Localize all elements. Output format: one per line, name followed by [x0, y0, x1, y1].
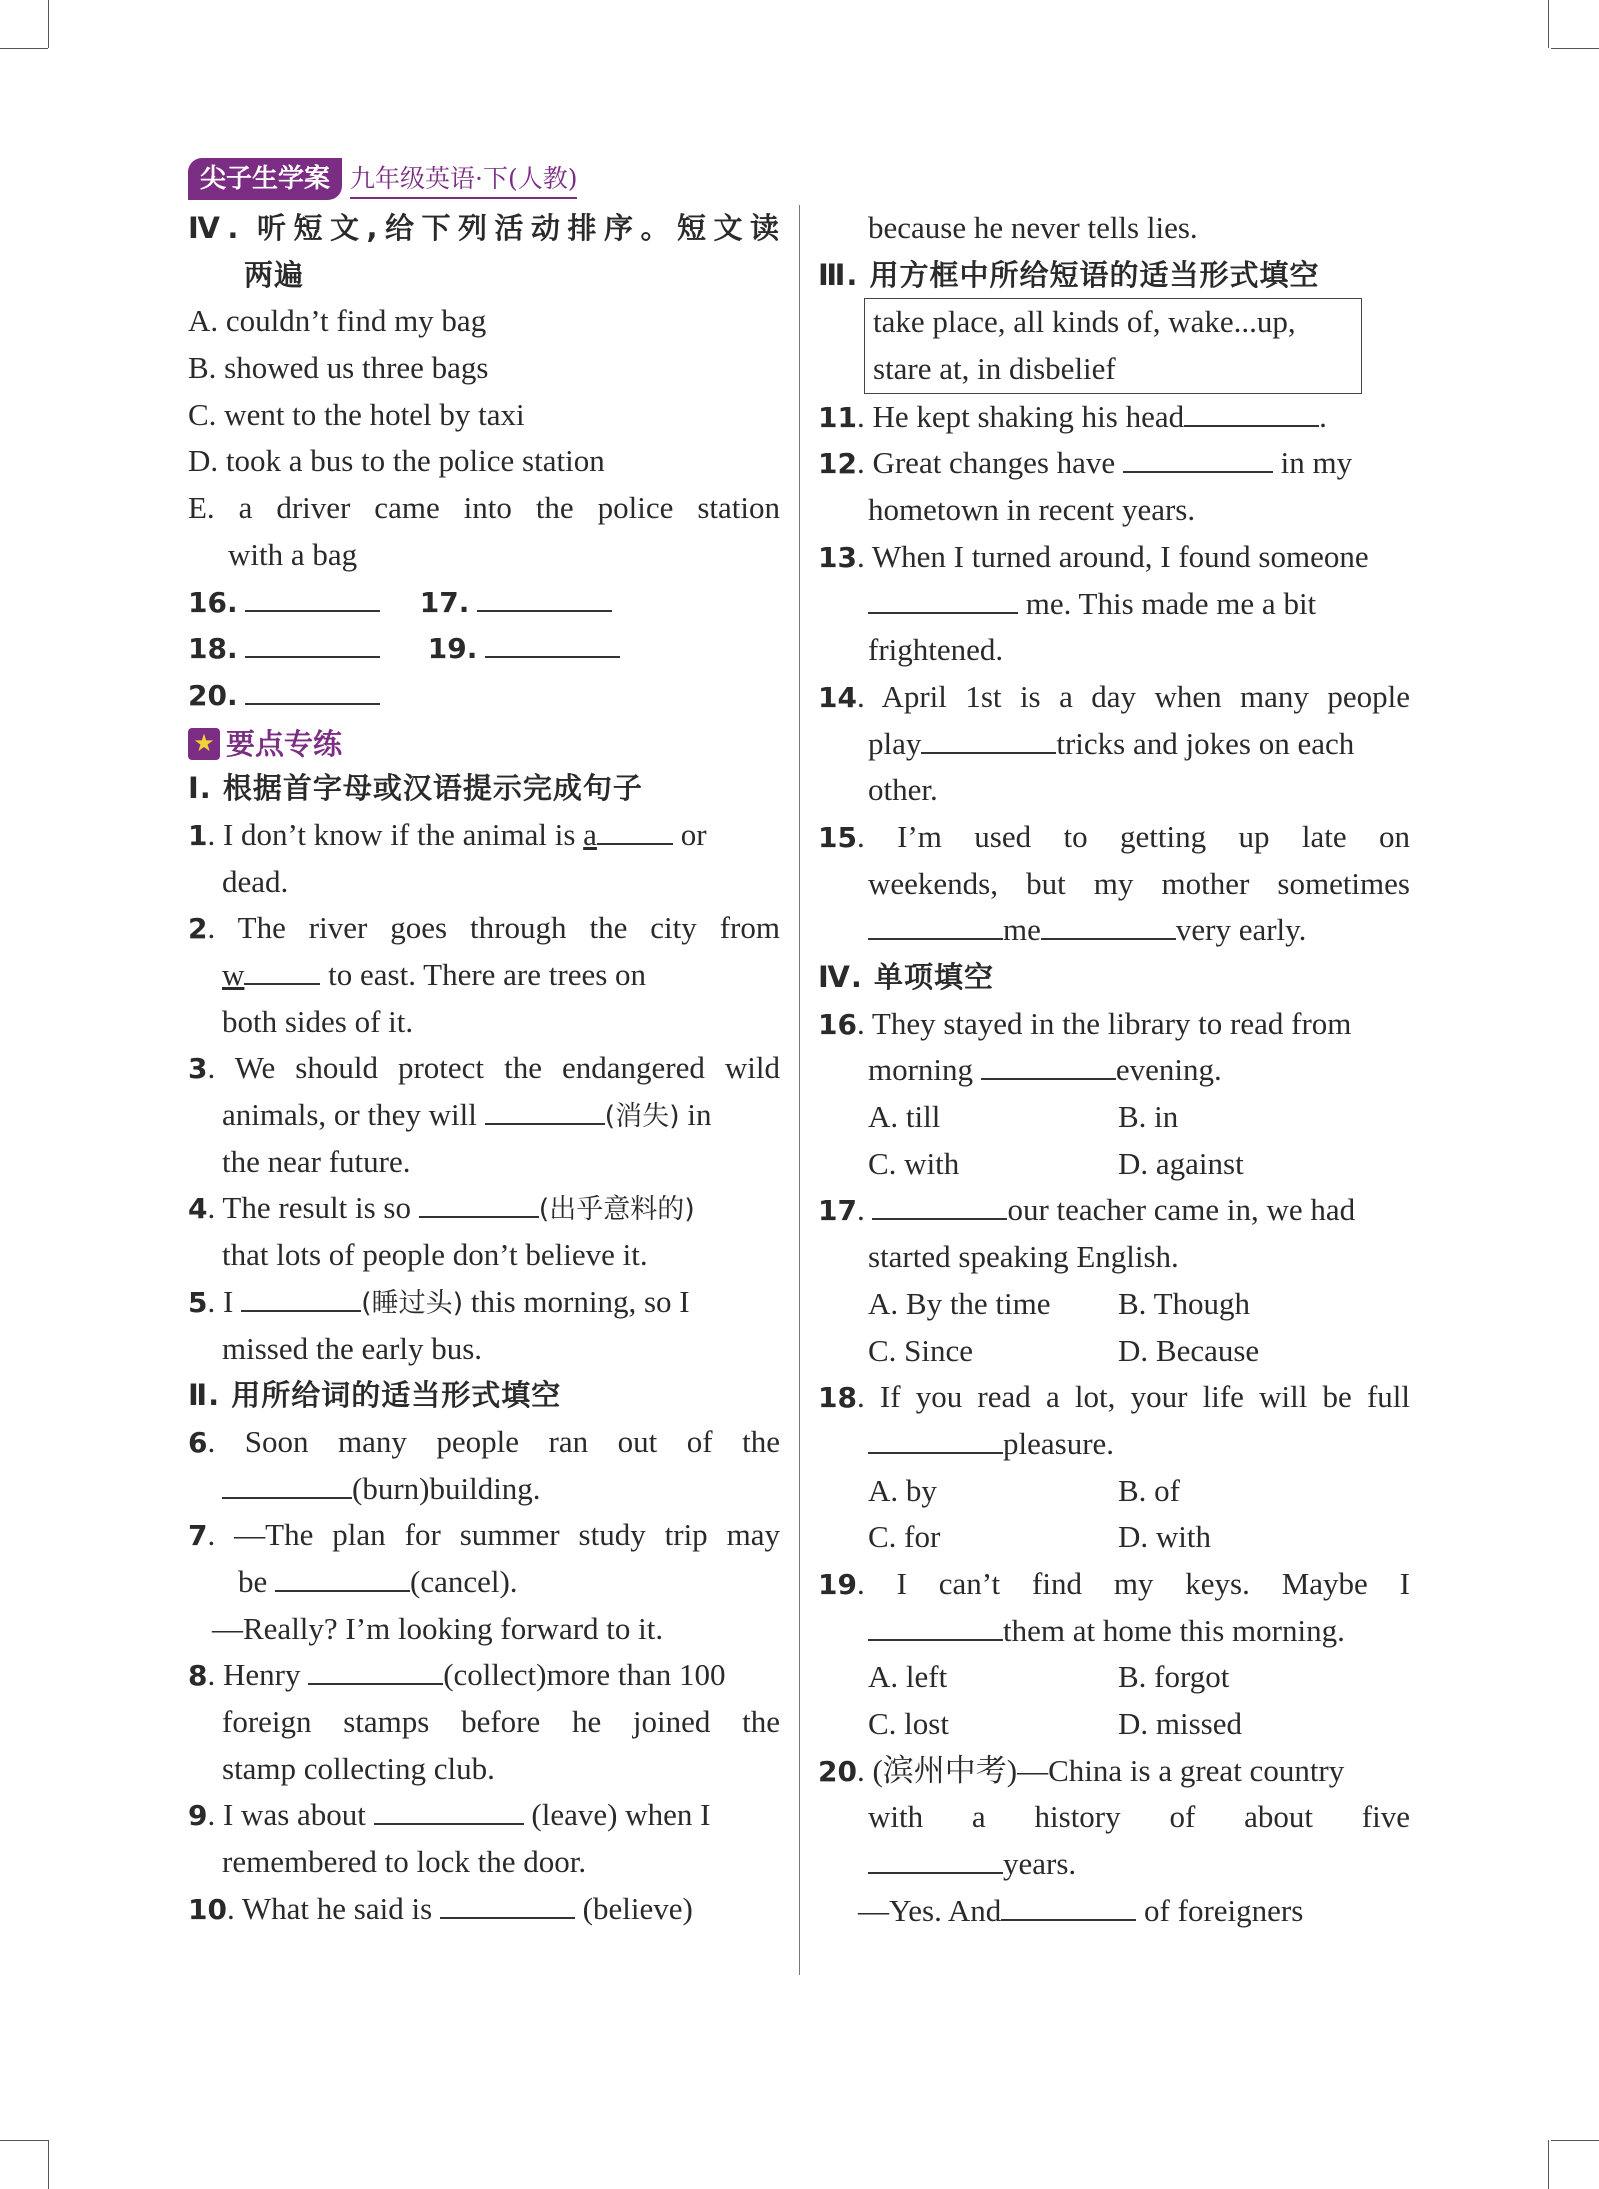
- question-text: .: [1319, 398, 1327, 434]
- column-divider: [799, 205, 800, 1975]
- question-text: . I don’t know if the animal is: [207, 816, 584, 852]
- question-text: . I can’t find my keys. Maybe I: [856, 1565, 1410, 1601]
- section-title: Ⅱ. 用所给词的适当形式填空: [188, 1378, 562, 1413]
- question-text: animals, or they will: [222, 1097, 485, 1133]
- crop-mark: [48, 0, 49, 48]
- question-text: . I’m used to getting up late on: [856, 818, 1410, 854]
- question-20-reply: [818, 1888, 1410, 1935]
- question-text: in: [679, 1097, 712, 1133]
- page-header: [188, 158, 577, 200]
- answer-blank[interactable]: [244, 953, 320, 985]
- answer-label: 18.: [188, 632, 238, 666]
- question-text: of foreigners: [1136, 1892, 1304, 1928]
- question-9: [188, 1792, 780, 1839]
- question-text: remembered to lock the door.: [222, 1844, 587, 1880]
- options-row: [818, 1468, 1410, 1515]
- question-number: 3: [188, 1052, 208, 1086]
- question-text: missed the early bus.: [222, 1330, 483, 1366]
- question-text: . Soon many people ran out of the: [207, 1423, 780, 1459]
- question-text: hometown in recent years.: [868, 492, 1196, 528]
- phrase-box: [864, 298, 1362, 393]
- question-text: with a history of about five: [868, 1799, 1410, 1835]
- option[interactable]: C. with: [868, 1145, 960, 1181]
- question-text: tricks and jokes on each: [1056, 725, 1355, 761]
- question-number: 11: [818, 400, 857, 434]
- question-13-cont: [818, 581, 1410, 628]
- question-7: [188, 1512, 780, 1559]
- left-column: [188, 205, 780, 1932]
- question-text: started speaking English.: [868, 1239, 1179, 1275]
- section-title-cont: 两遍: [244, 257, 305, 292]
- question-number: 15: [818, 820, 857, 854]
- question-text: in my: [1272, 445, 1353, 481]
- question-text: . (滨州中考)—China is a great country: [856, 1752, 1345, 1788]
- question-number: 2: [188, 912, 208, 946]
- option[interactable]: B. in: [1118, 1099, 1179, 1135]
- question-text: . I: [207, 1283, 242, 1319]
- question-text: pleasure.: [1003, 1425, 1115, 1461]
- question-number: 4: [188, 1192, 208, 1226]
- answer-blank[interactable]: [868, 582, 1018, 614]
- answer-blank[interactable]: [440, 1887, 575, 1919]
- question-text: be: [238, 1563, 276, 1599]
- question-text: . They stayed in the library to read from: [856, 1005, 1352, 1041]
- answer-row: [188, 625, 780, 672]
- phrase-box-line: stare at, in disbelief: [873, 351, 1116, 387]
- answer-blank[interactable]: [241, 1280, 361, 1312]
- question-text: or: [672, 816, 707, 852]
- answer-blank[interactable]: [477, 580, 612, 612]
- keypoints-label: 要点专练: [226, 727, 343, 762]
- answer-blank[interactable]: [1001, 1889, 1136, 1921]
- question-16: [818, 1001, 1410, 1048]
- option[interactable]: B. forgot: [1118, 1659, 1230, 1695]
- list-item: E. a driver came into the police station: [188, 490, 780, 526]
- question-13: [818, 534, 1410, 581]
- answer-blank[interactable]: [222, 1467, 352, 1499]
- question-number: 9: [188, 1799, 208, 1833]
- section-title: Ⅰ. 根据首字母或汉语提示完成句子: [188, 771, 643, 806]
- question-text: . April 1st is a day when many people: [856, 678, 1410, 714]
- question-text: (leave) when I: [523, 1797, 711, 1833]
- book-subtitle: 九年级英语·下(人教): [350, 159, 577, 199]
- section-title: Ⅳ. 听短文,给下列活动排序。短文读: [188, 211, 780, 245]
- section-title: Ⅳ. 单项填空: [818, 960, 994, 994]
- question-16-cont: [818, 1047, 1410, 1094]
- option[interactable]: D. against: [1118, 1145, 1244, 1181]
- question-text: them at home this morning.: [1003, 1612, 1345, 1648]
- question-15: [818, 814, 1410, 861]
- question-2-cont: [188, 952, 780, 999]
- question-text: dead.: [222, 863, 289, 899]
- list-item-cont: with a bag: [228, 536, 358, 572]
- question-text: to east. There are trees on: [320, 957, 647, 992]
- question-number: 16: [818, 1007, 857, 1041]
- question-17: [818, 1187, 1410, 1234]
- answer-label: 20.: [188, 678, 238, 712]
- right-column: [818, 205, 1410, 1934]
- question-number: 6: [188, 1425, 208, 1459]
- chinese-hint: (出乎意料的): [538, 1194, 695, 1226]
- question-19: [818, 1561, 1410, 1608]
- crop-mark: [1551, 48, 1599, 49]
- answer-blank[interactable]: [868, 1422, 1003, 1454]
- crop-mark: [1551, 2140, 1599, 2141]
- answer-blank[interactable]: [1184, 395, 1319, 427]
- options-row: [818, 1094, 1410, 1141]
- question-text: . Henry: [207, 1657, 309, 1693]
- question-text: very early.: [1175, 912, 1307, 948]
- crop-mark: [1548, 0, 1549, 48]
- question-text: the near future.: [222, 1143, 411, 1179]
- question-text: (burn)building.: [352, 1470, 541, 1506]
- question-text: weekends, but my mother sometimes: [868, 865, 1410, 901]
- question-text: . He kept shaking his head: [856, 398, 1185, 434]
- question-text: . We should protect the endangered wild: [207, 1050, 780, 1086]
- question-number: 14: [818, 680, 857, 714]
- question-number: 17: [818, 1194, 857, 1228]
- brand-label: 尖子生学案: [188, 158, 342, 200]
- list-item: D. took a bus to the police station: [188, 443, 605, 479]
- hint-letter: a: [583, 816, 597, 852]
- question-text: (cancel).: [410, 1563, 518, 1599]
- question-text: —Really? I’m looking forward to it.: [212, 1610, 664, 1646]
- question-text: . If you read a lot, your life will be full: [856, 1379, 1410, 1415]
- question-text: . Great changes have: [856, 445, 1123, 481]
- answer-blank[interactable]: [485, 626, 620, 658]
- question-text: other.: [868, 772, 938, 808]
- question-text: . —The plan for summer study trip may: [207, 1517, 780, 1553]
- question-8: [188, 1652, 780, 1699]
- answer-blank[interactable]: [921, 722, 1056, 754]
- hint-letter: w: [222, 957, 245, 992]
- question-3: [188, 1045, 780, 1092]
- answer-blank[interactable]: [308, 1653, 443, 1685]
- question-14: [818, 674, 1410, 721]
- question-text: .: [856, 1192, 873, 1228]
- question-text: me. This made me a bit: [1018, 585, 1317, 621]
- question-text: . I was about: [207, 1797, 374, 1833]
- option[interactable]: C. Since: [868, 1332, 974, 1368]
- options-row: [818, 1654, 1410, 1701]
- options-row: [818, 1281, 1410, 1328]
- question-1: [188, 812, 780, 859]
- question-14-cont: [818, 721, 1410, 768]
- crop-mark: [1548, 2140, 1549, 2189]
- question-text: this morning, so I: [463, 1283, 690, 1319]
- question-11: [818, 394, 1410, 441]
- question-text: because he never tells lies.: [868, 210, 1198, 245]
- question-text: . When I turned around, I found someone: [856, 538, 1369, 574]
- question-text: both sides of it.: [222, 1003, 414, 1039]
- question-text: years.: [1003, 1846, 1077, 1882]
- options-row: [818, 1514, 1410, 1561]
- options-row: [818, 1701, 1410, 1748]
- answer-blank[interactable]: [981, 1048, 1116, 1080]
- question-number: 20: [818, 1754, 857, 1788]
- question-5: [188, 1279, 780, 1326]
- answer-blank[interactable]: [245, 626, 380, 658]
- answer-label: 16.: [188, 585, 238, 619]
- question-15-cont: [818, 907, 1410, 954]
- star-icon: ★: [188, 728, 220, 760]
- question-text: (collect)more than 100: [443, 1657, 726, 1693]
- question-7-cont: [188, 1559, 780, 1606]
- question-6: [188, 1419, 780, 1466]
- option[interactable]: D. Because: [1118, 1332, 1260, 1368]
- question-number: 18: [818, 1381, 857, 1415]
- question-text: that lots of people don’t believe it.: [222, 1237, 648, 1273]
- question-text: evening.: [1115, 1052, 1222, 1088]
- options-row: [818, 1141, 1410, 1188]
- question-19-cont: [818, 1608, 1410, 1655]
- question-10: [188, 1886, 780, 1933]
- option[interactable]: C. for: [868, 1519, 941, 1555]
- option[interactable]: D. with: [1118, 1519, 1211, 1555]
- list-item: C. went to the hotel by taxi: [188, 396, 525, 432]
- option[interactable]: A. by: [868, 1472, 937, 1508]
- answer-blank[interactable]: [872, 1188, 1007, 1220]
- answer-blank[interactable]: [868, 908, 1003, 940]
- answer-label: 19.: [427, 632, 478, 666]
- question-number: 5: [188, 1285, 208, 1319]
- question-20-cont: [818, 1841, 1410, 1888]
- question-text: stamp collecting club.: [222, 1750, 495, 1786]
- question-number: 13: [818, 540, 857, 574]
- options-row: [818, 1328, 1410, 1375]
- question-4: [188, 1185, 780, 1232]
- option[interactable]: D. missed: [1118, 1706, 1242, 1741]
- question-text: (believe): [574, 1890, 693, 1926]
- question-text: morning: [868, 1052, 981, 1088]
- option[interactable]: A. By the time: [868, 1285, 1051, 1321]
- option[interactable]: A. left: [868, 1659, 948, 1695]
- option[interactable]: B. of: [1118, 1472, 1180, 1508]
- question-text: me: [1003, 912, 1041, 948]
- phrase-box-line: take place, all kinds of, wake...up,: [873, 304, 1296, 340]
- answer-label: 17.: [419, 585, 470, 619]
- question-12: [818, 440, 1410, 487]
- list-item: A. couldn’t find my bag: [188, 303, 487, 339]
- answer-row: [188, 579, 780, 626]
- question-number: 12: [818, 447, 857, 481]
- question-text: . The result is so: [207, 1190, 419, 1226]
- answer-blank[interactable]: [275, 1560, 410, 1592]
- question-text: . The river goes through the city from: [207, 910, 780, 946]
- question-text: —Yes. And: [858, 1892, 1002, 1928]
- answer-blank[interactable]: [419, 1186, 539, 1218]
- question-number: 10: [188, 1892, 227, 1926]
- answer-blank[interactable]: [245, 580, 380, 612]
- question-text: foreign stamps before he joined the: [222, 1704, 780, 1739]
- answer-blank[interactable]: [485, 1093, 605, 1125]
- question-text: our teacher came in, we had: [1007, 1192, 1356, 1228]
- crop-mark: [48, 2140, 49, 2189]
- list-item: B. showed us three bags: [188, 350, 489, 386]
- option[interactable]: B. Though: [1118, 1285, 1251, 1321]
- answer-blank[interactable]: [597, 813, 673, 845]
- answer-blank[interactable]: [868, 1609, 1003, 1641]
- question-2: [188, 905, 780, 952]
- answer-blank[interactable]: [1041, 908, 1176, 940]
- question-number: 7: [188, 1519, 208, 1553]
- crop-mark: [0, 2140, 48, 2141]
- question-number: 19: [818, 1567, 857, 1601]
- chinese-hint: (消失): [604, 1101, 680, 1133]
- question-18-cont: [818, 1421, 1410, 1468]
- chinese-hint: (睡过头): [361, 1287, 464, 1319]
- question-number: 8: [188, 1659, 208, 1693]
- option[interactable]: A. till: [868, 1099, 941, 1135]
- question-18: [818, 1374, 1410, 1421]
- crop-mark: [0, 48, 48, 49]
- answer-blank[interactable]: [374, 1793, 524, 1825]
- answer-row: [188, 672, 780, 719]
- section-title: Ⅲ. 用方框中所给短语的适当形式填空: [818, 257, 1320, 292]
- question-text: . What he said is: [226, 1890, 440, 1926]
- answer-blank[interactable]: [868, 1842, 1003, 1874]
- question-3-cont: [188, 1092, 780, 1139]
- question-text: frightened.: [868, 632, 1004, 668]
- answer-blank[interactable]: [1123, 441, 1273, 473]
- question-20: [818, 1748, 1410, 1795]
- option[interactable]: C. lost: [868, 1706, 949, 1741]
- answer-blank[interactable]: [245, 673, 380, 705]
- question-6-cont: [188, 1466, 780, 1513]
- question-text: play: [868, 725, 922, 761]
- question-number: 1: [188, 818, 208, 852]
- keypoints-heading: [188, 719, 780, 766]
